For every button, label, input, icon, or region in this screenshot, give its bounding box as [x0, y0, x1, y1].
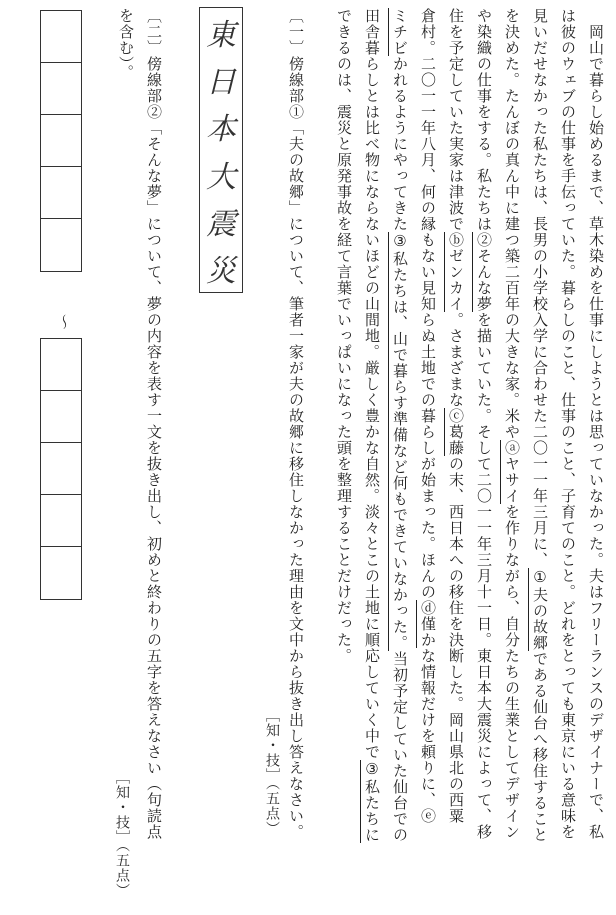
underline-3-we: ③私たちは、山で暮らす準備など何もできていなかった。 — [391, 232, 409, 651]
answer-char: 本 — [206, 112, 236, 148]
passage-line-2: は彼のウェブの仕事を手伝っていた。暮らしのこと、仕事のこと、子育てのこと。どれをとっても東京にいる意味を — [559, 8, 577, 840]
answer-char: 災 — [206, 254, 236, 290]
passage-line-6: 住を予定していた実家は津波でⓑゼンカイ。さまざまなⓒ葛藤の末、西日本への移住を決断した。岡山県北の西粟 — [447, 8, 465, 824]
passage-line-7: 倉村。二〇一一年八月、何の縁もない見知らぬ土地での暮らしが始まった。ほんのⓓ僅かな情報だけを頼りに、ⓔ — [419, 8, 437, 824]
question-1: 〔一〕傍線部①「夫の故郷」について、筆者一家が夫の故郷に移住しなかった理由を文中から抜き出し答えなさい。 — [287, 8, 305, 840]
kanji-d: ⓓ僅か — [419, 600, 437, 648]
range-tilde: 〜 — [54, 314, 73, 330]
answer-cell[interactable] — [41, 495, 81, 547]
passage-line-1: 岡山で暮らし始めるまで、草木染めを仕事にしようとは思っていなかった。夫はフリーランスのデザイナーで、私 — [587, 8, 605, 840]
answer-char: 大 — [206, 159, 236, 195]
answer-cell[interactable] — [41, 339, 81, 391]
underline-2-such-dream: ②そんな夢 — [475, 232, 493, 312]
answer-cell[interactable] — [41, 547, 81, 599]
question-2-points: ［知・技］（五点） — [114, 770, 130, 898]
passage-line-5: や染織の仕事をする。私たちは②そんな夢を描いていた。そして二〇一一年三月十一日。東日本大震災によって、移 — [475, 8, 493, 840]
kanji-c: ⓒ葛藤 — [447, 408, 465, 456]
passage-line-3: 見いだせなかった私たちは、長男の小学校入学に合わせた二〇一一年三月に、①夫の故郷である仙台へ移住すること — [531, 8, 549, 843]
answer-cell[interactable] — [41, 443, 81, 495]
underline-3b: ③私たちに — [363, 760, 381, 843]
passage-line-10: できるのは、震災と原発事故を経て言葉でいっぱいになった頭を整理することだけだった。 — [335, 8, 353, 664]
answer-cell[interactable] — [41, 63, 81, 115]
question-1-points: ［知・技］（五点） — [264, 708, 280, 836]
kanji-e: ミチビ — [391, 8, 409, 56]
passage-line-9: 田舎暮らしとは比べ物にならないほどの山間地。厳しく豊かな自然。淡々とこの土地に順応していく中で③私たちに — [363, 8, 381, 843]
answer-cell[interactable] — [41, 219, 81, 271]
kanji-b: ⓑゼンカイ — [447, 232, 465, 312]
answer-1-box[interactable] — [199, 7, 243, 293]
passage-line-8: ミチビかれるようにやってきた③私たちは、山で暮らす準備など何もできていなかった。当初予定していた仙台での — [391, 8, 409, 843]
kanji-a: ⓐヤサイ — [503, 440, 521, 504]
underline-1-husband-hometown: ①夫の故郷 — [531, 568, 549, 651]
answer-cell[interactable] — [41, 391, 81, 443]
answer-char: 震 — [206, 206, 236, 242]
answer-cell[interactable] — [41, 167, 81, 219]
answer-cell[interactable] — [41, 11, 81, 63]
question-2-line-1: 〔二〕傍線部②「そんな夢」について、夢の内容を表す一文を抜き出し、初めと終わりの五字を答えなさい（句読点 — [145, 8, 163, 840]
question-2-line-2: を含む）。 — [117, 8, 135, 81]
passage-line-4: を決めた。たんぼの真ん中に建つ築二百年の大きな家。米やⓐヤサイを作りながら、自分たちの生業としてデザイン — [503, 8, 521, 840]
answer-char: 東 — [206, 17, 236, 53]
answer-char: 日 — [206, 64, 236, 100]
answer-2-end-grid[interactable] — [40, 338, 82, 600]
answer-2-start-grid[interactable] — [40, 10, 82, 272]
answer-cell[interactable] — [41, 115, 81, 167]
